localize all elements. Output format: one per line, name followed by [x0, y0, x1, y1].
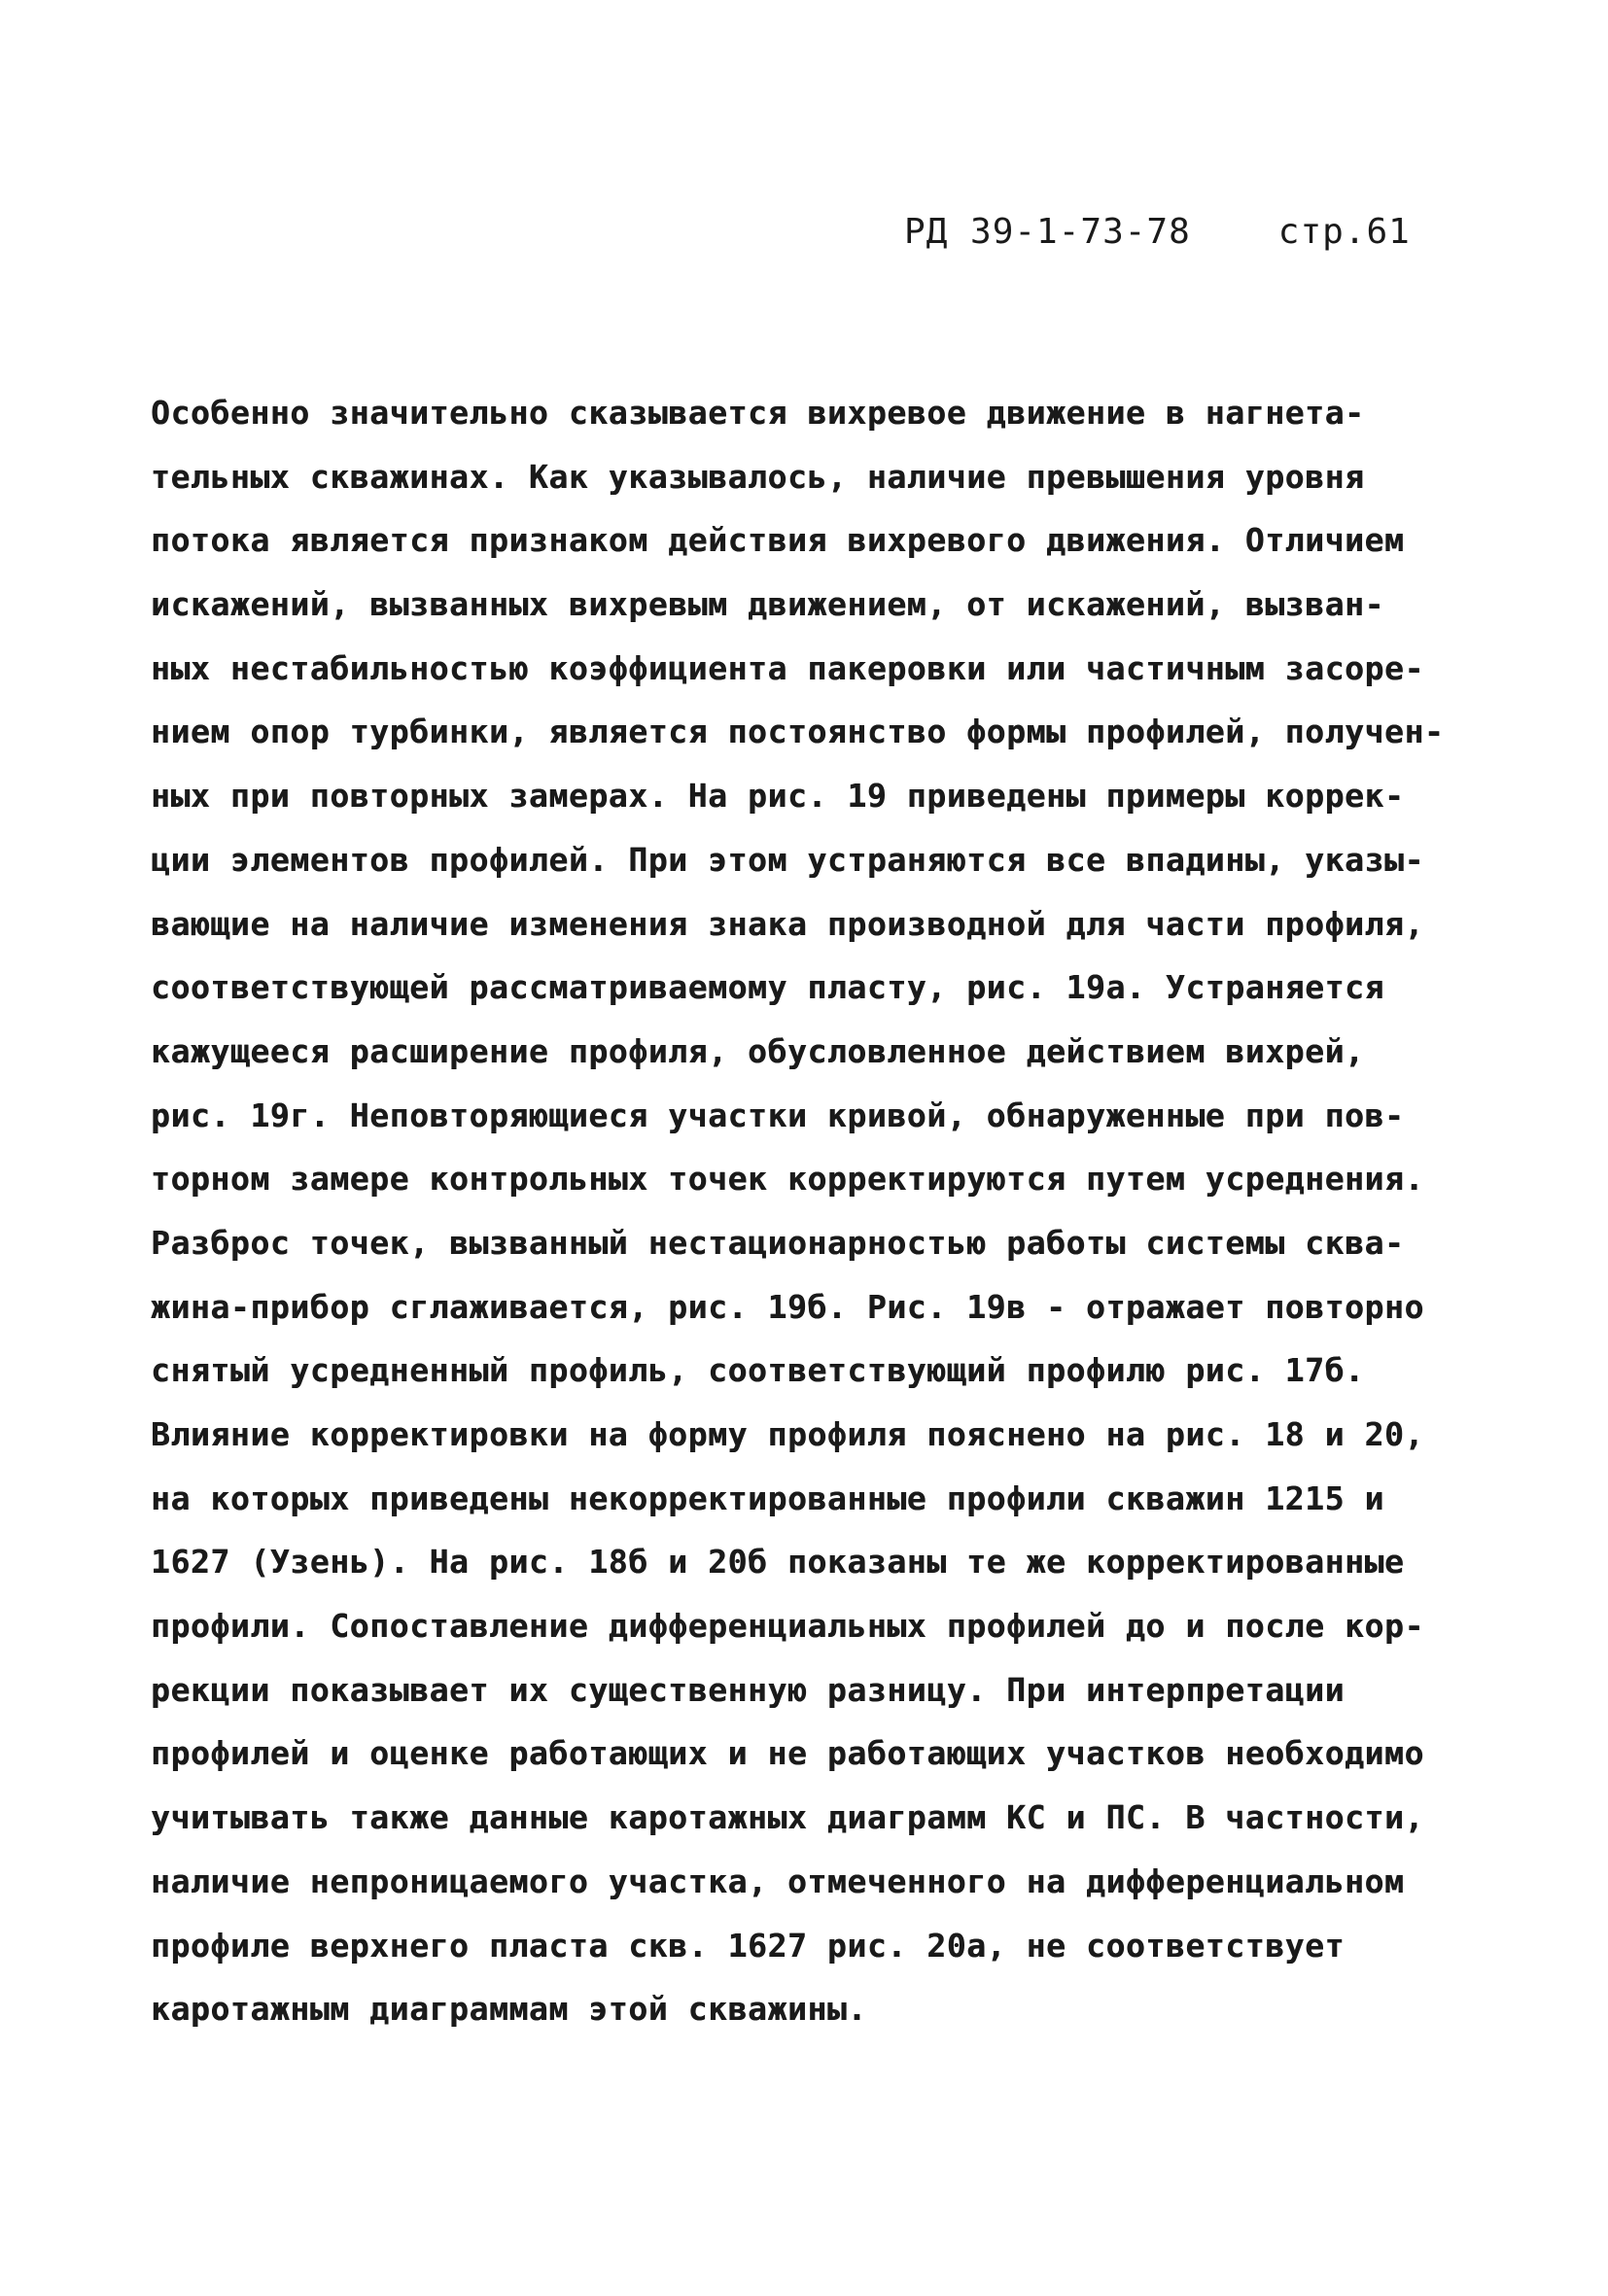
text-line: тельных скважинах. Как указывалось, наличие превышения уровня [151, 457, 1365, 496]
text-line: ных при повторных замерах. На рис. 19 приведены примеры коррек- [151, 777, 1405, 816]
text-line: профиле верхнего пласта скв. 1627 рис. 20а, не соответствует [151, 1926, 1346, 1965]
text-line: учитывать также данные каротажных диаграмм КС и ПС. В частности, [151, 1798, 1424, 1837]
text-line: искажений, вызванных вихревым движением, от искажений, вызван- [151, 585, 1384, 624]
text-line: соответствующей рассматриваемому пласту, рис. 19а. Устраняется [151, 968, 1384, 1007]
text-line: вающие на наличие изменения знака производной для части профиля, [151, 904, 1424, 943]
text-line: Влияние корректировки на форму профиля пояснено на рис. 18 и 20, [151, 1415, 1424, 1453]
body-paragraph [151, 381, 1453, 2041]
document-code: РД 39-1-73-78 [904, 212, 1191, 252]
text-line: ных нестабильностью коэффициента пакеровки или частичным засоре- [151, 648, 1424, 687]
text-line: торном замере контрольных точек корректируются путем усреднения. [151, 1160, 1424, 1199]
text-line: каротажным диаграммам этой скважины. [151, 1990, 867, 2029]
text-line: на которых приведены некорректированные профили скважин 1215 и [151, 1478, 1384, 1517]
text-line: Разброс точек, вызванный нестационарностью работы системы сква- [151, 1223, 1405, 1262]
text-line: снятый усредненный профиль, соответствующий профилю рис. 17б. [151, 1351, 1365, 1390]
text-line: наличие непроницаемого участка, отмеченного на дифференциальном [151, 1861, 1405, 1900]
text-line: кажущееся расширение профиля, обусловленное действием вихрей, [151, 1031, 1365, 1070]
text-line: нием опор турбинки, является постоянство формы профилей, получен- [151, 713, 1445, 751]
page-header [904, 212, 1411, 252]
text-line: Особенно значительно сказывается вихревое движение в нагнета- [151, 394, 1365, 432]
text-line: рекции показывает их существенную разницу. При интерпретации [151, 1670, 1346, 1709]
text-line: 1627 (Узень). На рис. 18б и 20б показаны те же корректированные [151, 1543, 1405, 1582]
text-line: рис. 19г. Неповторяющиеся участки кривой, обнаруженные при пов- [151, 1096, 1405, 1134]
page-number: стр.61 [1277, 212, 1411, 252]
text-line: профили. Сопоставление дифференциальных профилей до и после кор- [151, 1607, 1424, 1646]
text-line: потока является признаком действия вихревого движения. Отличием [151, 521, 1405, 560]
text-line: жина-прибор сглаживается, рис. 19б. Рис. 19в - отражает повторно [151, 1287, 1424, 1326]
text-line: профилей и оценке работающих и не работающих участков необходимо [151, 1734, 1424, 1773]
text-line: ции элементов профилей. При этом устраняются все впадины, указы- [151, 840, 1424, 879]
